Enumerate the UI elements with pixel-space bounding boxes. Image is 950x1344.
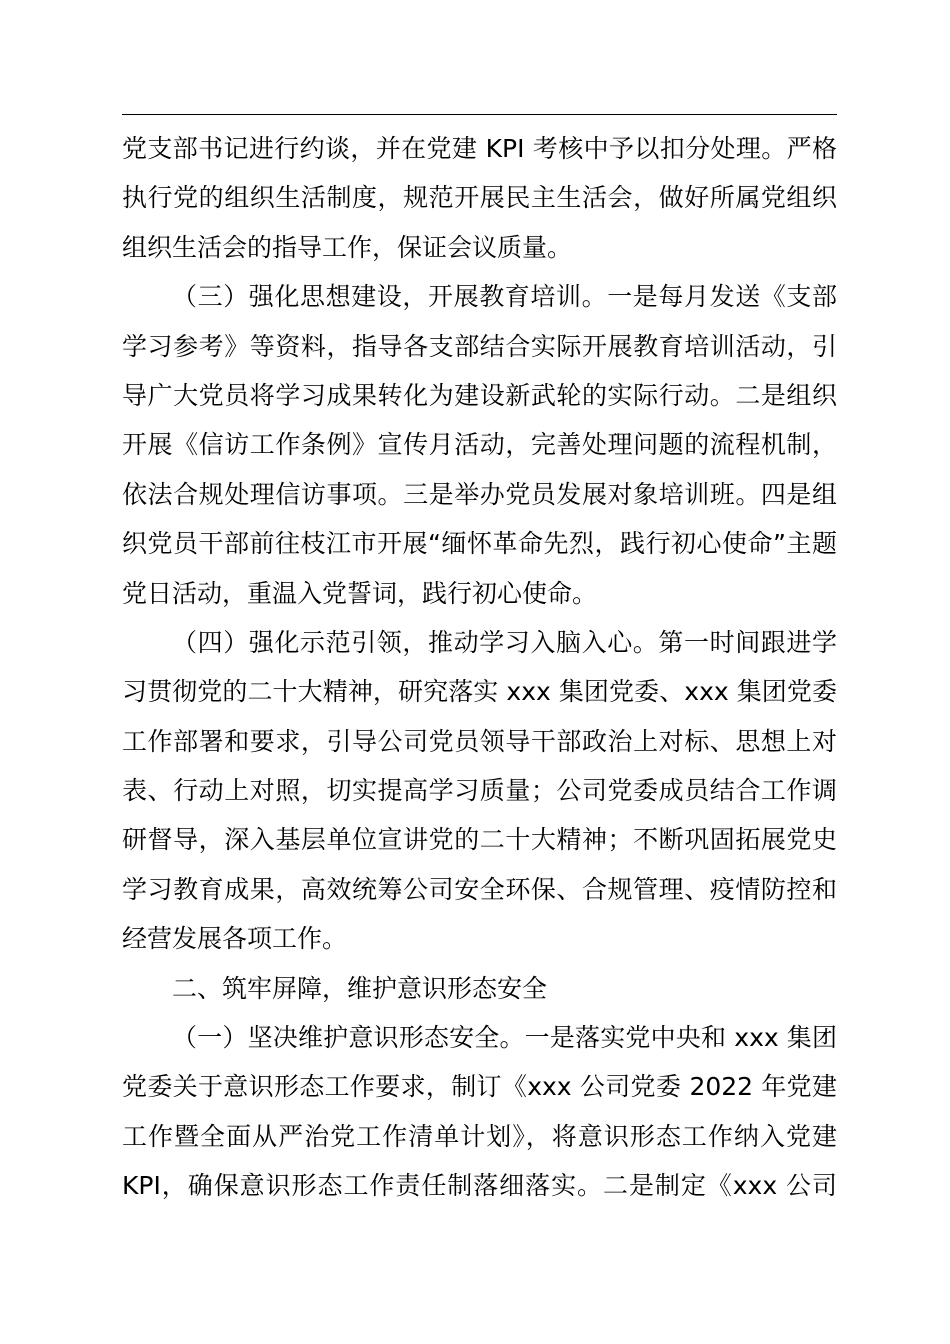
text-line-7: 开展《信访工作条例》宣传月活动，完善处理问题的流程机制， (122, 430, 837, 460)
text-line-3: 组织生活会的指导工作，保证会议质量。 (122, 232, 573, 262)
header-rule (122, 114, 837, 115)
text-line-6: 导广大党员将学习成果转化为建设新武轮的实际行动。二是组织 (122, 380, 837, 410)
section-heading: 二、筑牢屏障，维护意识形态安全 (172, 973, 548, 1003)
document-body (122, 124, 837, 1211)
text-line-17: 经营发展各项工作。 (122, 924, 348, 954)
text-line-5: 学习参考》等资料，指导各支部结合实际开展教育培训活动，引 (122, 331, 837, 361)
text-line-19: （一）坚决维护意识形态安全。一是落实党中央和 xxx 集团 (172, 1023, 837, 1053)
text-line-2: 执行党的组织生活制度，规范开展民主生活会，做好所属党组织 (122, 183, 837, 213)
text-line-13: 工作部署和要求，引导公司党员领导干部政治上对标、思想上对 (122, 726, 837, 756)
text-line-4: （三）强化思想建设，开展教育培训。一是每月发送《支部 (172, 282, 837, 312)
text-line-9: 织党员干部前往枝江市开展“缅怀革命先烈，践行初心使命”主题 (122, 529, 837, 559)
text-line-20: 党委关于意识形态工作要求，制订《xxx 公司党委 2022 年党建 (122, 1072, 837, 1102)
text-line-11: （四）强化示范引领，推动学习入脑入心。第一时间跟进学 (172, 627, 837, 657)
text-line-10: 党日活动，重温入党誓词，践行初心使命。 (122, 578, 598, 608)
text-line-15: 研督导，深入基层单位宣讲党的二十大精神；不断巩固拓展党史 (122, 825, 837, 855)
text-line-12: 习贯彻党的二十大精神，研究落实 xxx 集团党委、xxx 集团党委 (122, 677, 837, 707)
text-line-22: KPI，确保意识形态工作责任制落细落实。二是制定《xxx 公司 (122, 1171, 837, 1201)
text-line-14: 表、行动上对照，切实提高学习质量；公司党委成员结合工作调 (122, 776, 837, 806)
text-line-1: 党支部书记进行约谈，并在党建 KPI 考核中予以扣分处理。严格 (122, 134, 837, 163)
text-line-16: 学习教育成果，高效统筹公司安全环保、合规管理、疫情防控和 (122, 874, 837, 904)
text-line-21: 工作暨全面从严治党工作清单计划》，将意识形态工作纳入党建 (122, 1121, 837, 1151)
text-line-8: 依法合规处理信访事项。三是举办党员发展对象培训班。四是组 (122, 479, 837, 509)
